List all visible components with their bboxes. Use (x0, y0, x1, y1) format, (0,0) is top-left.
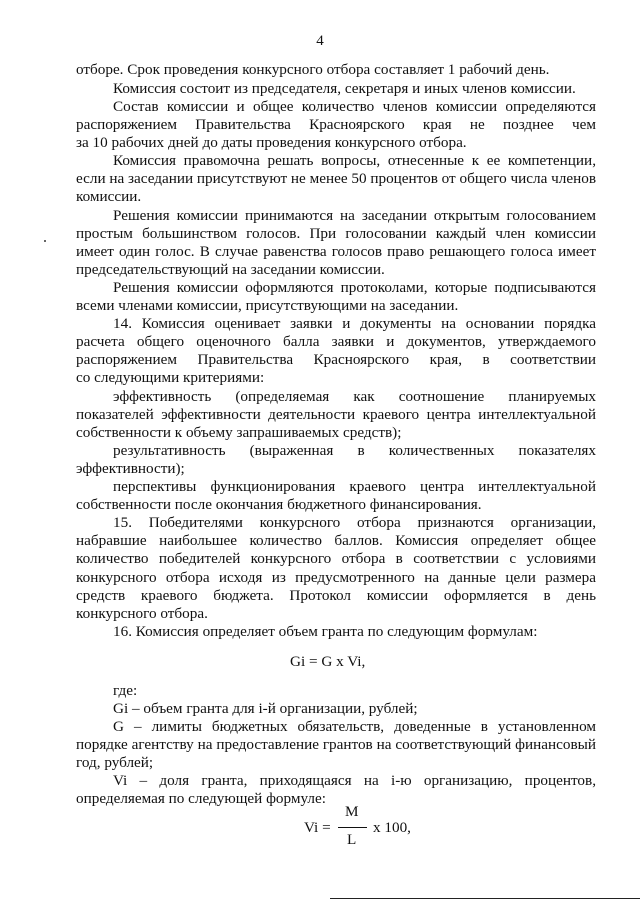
text-line: конкурсного отбора. (76, 605, 208, 622)
text-line: где: (113, 682, 138, 699)
text-line: 16. Комиссия определяет объем гранта по следующим формулам: (113, 623, 538, 640)
text-line: результативность (выраженная в количественных показателях (113, 442, 596, 459)
text-line: расчета общего оценочного балла заявки и документов, утверждаемого (76, 333, 596, 350)
text-line: Gi – объем гранта для i-й организации, рублей; (113, 700, 418, 717)
text-line: Комиссия состоит из председателя, секретаря и иных членов комиссии. (113, 80, 576, 97)
text-line: Решения комиссии оформляются протоколами, которые подписываются (113, 279, 596, 296)
formula-denominator: L (347, 831, 357, 848)
formula-numerator: M (345, 803, 359, 820)
text-line: Vi – доля гранта, приходящаяся на i-ю организацию, процентов, (113, 772, 596, 789)
text-line: Состав комиссии и общее количество членов комиссии определяются (113, 98, 596, 115)
scan-mark (44, 240, 46, 242)
text-line: председательствующий на заседании комиссии. (76, 261, 385, 278)
text-line: эффективности); (76, 460, 185, 477)
text-line: распоряжением Правительства Красноярского края, в соответствии (76, 351, 596, 368)
text-line: 15. Победителями конкурсного отбора признаются организации, (113, 514, 596, 531)
scan-edge-line (330, 898, 640, 899)
text-line: средств краевого бюджета. Протокол комиссии оформляется в день (76, 587, 596, 604)
text-line: определяемая по следующей формуле: (76, 790, 326, 807)
text-line: имеет один голос. В случае равенства голосов право решающего голоса имеет (76, 243, 596, 260)
formula-grant: Gi = G x Vi, (290, 653, 366, 670)
text-line: простым большинством голосов. При голосовании каждый член комиссии (76, 225, 596, 242)
text-line: количество победителей конкурсного отбора в соответствии с условиями (76, 550, 596, 567)
text-line: Решения комиссии принимаются на заседании открытым голосованием (113, 207, 596, 224)
page-number: 4 (316, 33, 324, 49)
formula-share-lhs: Vi = (304, 819, 331, 836)
text-line: распоряжением Правительства Красноярского края не позднее чем (76, 116, 596, 133)
text-line: набравшие наибольшее количество баллов. Комиссия определяет общее (76, 532, 596, 549)
text-line: отборе. Срок проведения конкурсного отбора составляет 1 рабочий день. (76, 61, 550, 78)
text-line: G – лимиты бюджетных обязательств, доведенные в установленном (113, 718, 596, 735)
text-line: Комиссия правомочна решать вопросы, отнесенные к ее компетенции, (113, 152, 596, 169)
text-line: со следующими критериями: (76, 369, 265, 386)
text-line: если на заседании присутствуют не менее 50 процентов от общего числа членов (76, 170, 596, 187)
text-line: собственности после окончания бюджетного финансирования. (76, 496, 482, 513)
text-line: всеми членами комиссии, присутствующими на заседании. (76, 297, 459, 314)
text-line: год, рублей; (76, 754, 154, 771)
fraction-bar (338, 827, 367, 828)
text-line: конкурсного отбора исходя из предусмотренного на данные цели размера (76, 569, 596, 586)
text-line: эффективность (определяемая как соотношение планируемых (113, 388, 596, 405)
formula-share-rhs: x 100, (373, 819, 411, 836)
text-line: показателей эффективности деятельности краевого центра интеллектуальной (76, 406, 596, 423)
text-line: за 10 рабочих дней до даты проведения конкурсного отбора. (76, 134, 467, 151)
text-line: порядке агентству на предоставление грантов на соответствующий финансовый (76, 736, 596, 753)
text-line: комиссии. (76, 188, 142, 205)
text-line: собственности к объему запрашиваемых средств); (76, 424, 402, 441)
text-line: 14. Комиссия оценивает заявки и документы на основании порядка (113, 315, 596, 332)
text-line: перспективы функционирования краевого центра интеллектуальной (113, 478, 596, 495)
